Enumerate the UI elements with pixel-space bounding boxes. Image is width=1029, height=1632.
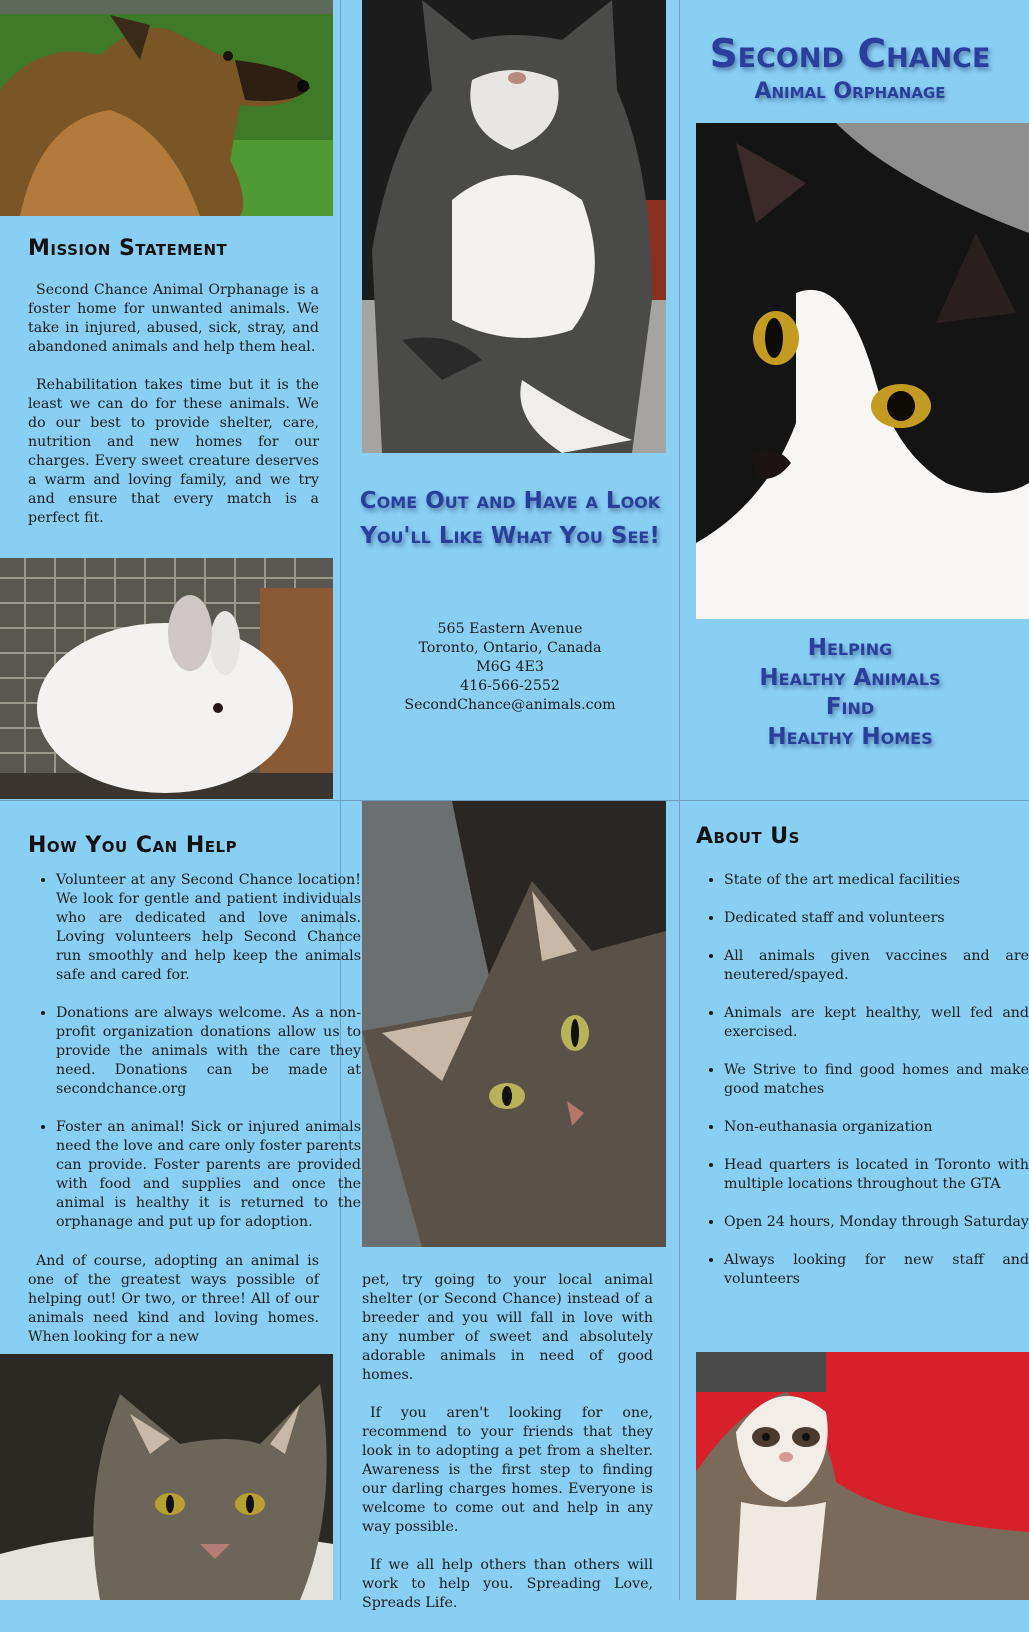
tabby-cat-lying-photo: [0, 1354, 333, 1600]
help-heading: How You Can Help: [28, 833, 238, 858]
address-phone: 416-566-2552: [460, 678, 560, 694]
slogan-line: Helping: [807, 635, 893, 661]
brochure-title: Second Chance: [709, 32, 991, 77]
address-postal: M6G 4E3: [476, 659, 544, 675]
address-city: Toronto, Ontario, Canada: [418, 640, 602, 656]
tagline-line: You'll Like What You See!: [360, 523, 660, 549]
mission-paragraph: Rehabilitation takes time but it is the least we can do for these animals. We do our best to provide shelter, care, nutrition and new homes for our charges. Every sweet creature deserves a warm and loving family, and we try and ensure that every match is a perfect fit.: [28, 377, 319, 526]
about-item: • Non-euthanasia organization: [724, 1118, 1029, 1137]
help-item: • Foster an animal! Sick or injured animals need the love and care only foster parents can provide. Foster parents are provided with food and supplies and once the animal is healthy it is returned to the orphanage and put up for adoption.: [56, 1118, 361, 1232]
about-item: • Animals are kept healthy, well fed and exercised.: [724, 1004, 1029, 1042]
ferret-photo: [696, 1352, 1029, 1600]
help-item: • Volunteer at any Second Chance location! We look for gentle and patient individuals who are dedicated and love animals. Loving volunteers help Second Chance run smoothly and help keep the animals safe and cared for.: [56, 871, 361, 985]
gray-white-cat-photo: [362, 0, 666, 453]
rabbit-photo: [0, 558, 333, 799]
black-white-cat-photo: [696, 123, 1029, 619]
address-street: 565 Eastern Avenue: [437, 621, 583, 637]
middle-paragraph: pet, try going to your local animal shelter (or Second Chance) instead of a breeder and you will fall in love with any number of sweet and absolutely adorable animals in need of good homes.: [362, 1272, 653, 1383]
about-item: • State of the art medical facilities: [724, 871, 1029, 890]
about-heading: About Us: [696, 824, 800, 849]
about-list: [696, 871, 1029, 1308]
cover-slogan: [680, 634, 1020, 752]
about-item: • Open 24 hours, Monday through Saturday: [724, 1213, 1029, 1232]
address-email: SecondChance@animals.com: [404, 697, 616, 713]
brochure-subtitle: Animal Orphanage: [754, 79, 946, 104]
about-item: • All animals given vaccines and are neutered/spayed.: [724, 947, 1029, 985]
help-closing: [28, 1252, 319, 1366]
middle-paragraph: If we all help others than others will work to help you. Spreading Love, Spreads Life.: [362, 1557, 653, 1611]
help-list: [28, 871, 361, 1251]
about-item: • Always looking for new staff and volunteers: [724, 1251, 1029, 1289]
middle-paragraph: If you aren't looking for one, recommend to your friends that they look in to adopting a pet from a shelter. Awareness is the first step to finding our darling charges homes. Everyone is welcome to come out and help in any way possible.: [362, 1405, 653, 1535]
help-closing-paragraph: And of course, adopting an animal is one of the greatest ways possible of helping out! Or two, or three! All of our animals need kind and loving homes. When looking for a new: [28, 1253, 319, 1345]
tagline-line: Come Out and Have a Look: [359, 488, 661, 514]
tabby-cat-photo: [362, 801, 666, 1247]
about-item: • Dedicated staff and volunteers: [724, 909, 1029, 928]
contact-address: [341, 620, 679, 715]
mission-paragraph: Second Chance Animal Orphanage is a foster home for unwanted animals. We take in injured, abused, sick, stray, and abandoned animals and help them heal.: [28, 282, 319, 355]
help-item: • Donations are always welcome. As a non-profit organization donations allow us to provide the animals with the care they need. Donations can be made at secondchance.org: [56, 1004, 361, 1099]
mission-text: [28, 281, 319, 547]
slogan-line: Find: [825, 694, 875, 720]
about-item: • Head quarters is located in Toronto with multiple locations throughout the GTA: [724, 1156, 1029, 1194]
about-item: • We Strive to find good homes and make good matches: [724, 1061, 1029, 1099]
tagline: [341, 484, 679, 554]
slogan-line: Healthy Homes: [767, 723, 933, 750]
mission-heading: Mission Statement: [28, 236, 228, 261]
dog-photo: [0, 0, 333, 216]
slogan-line: Healthy Animals: [759, 664, 941, 691]
middle-text: [362, 1271, 653, 1632]
